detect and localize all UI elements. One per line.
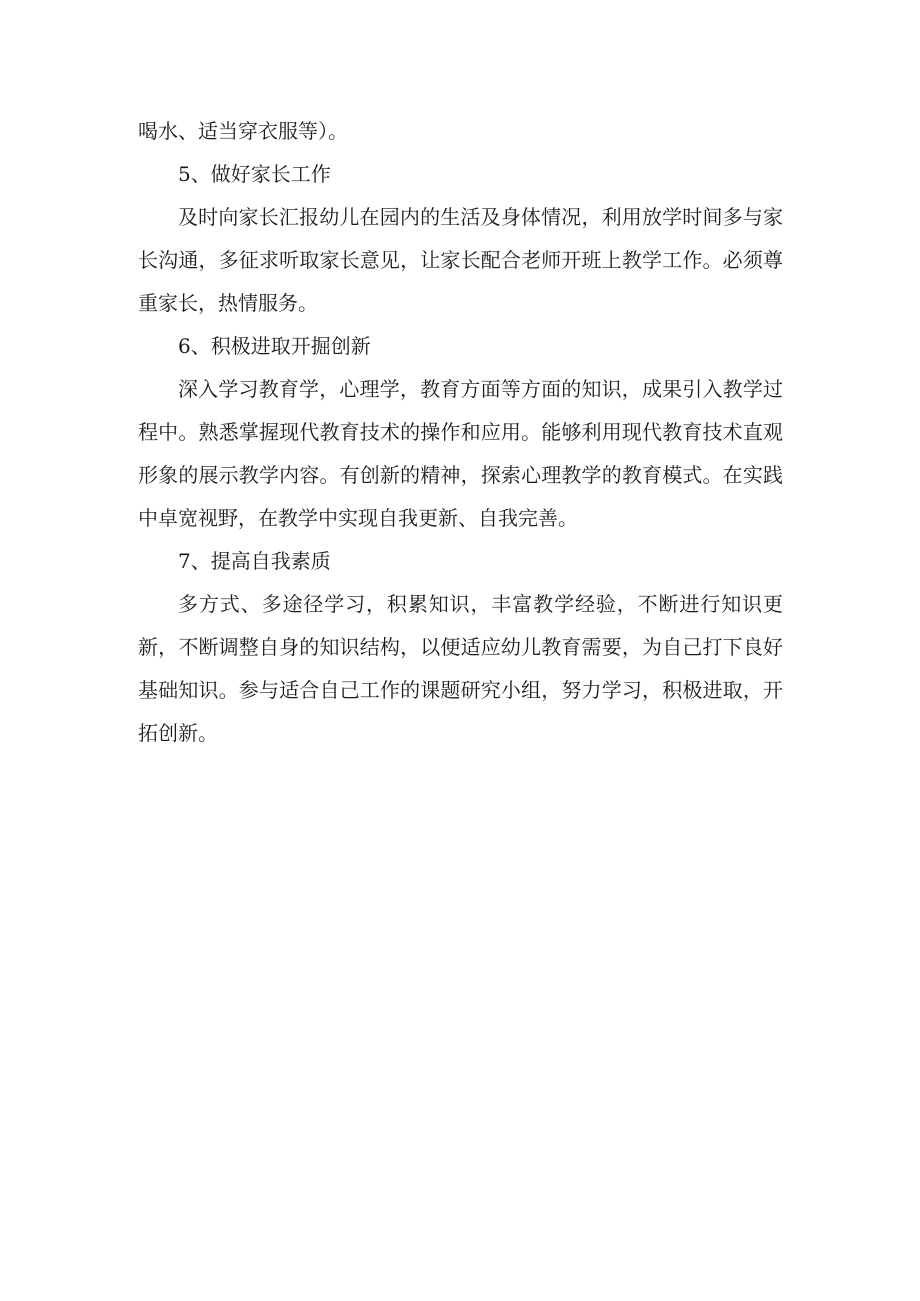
paragraph-parent-work: 及时向家长汇报幼儿在园内的生活及身体情况，利用放学时间多与家长沟通，多征求听取家长意见，让家长配合老师开班上教学工作。必须尊重家长，热情服务。 bbox=[138, 205, 783, 315]
document-body bbox=[138, 110, 783, 755]
section-heading-7: 7、提高自我素质 bbox=[178, 549, 331, 573]
paragraph-self-improvement: 多方式、多途径学习，积累知识，丰富教学经验，不断进行知识更新，不断调整自身的知识结构，以便适应幼儿教育需要，为自己打下良好基础知识。参与适合自己工作的课题研究小组，努力学习，积极进取，开拓创新。 bbox=[138, 592, 783, 745]
section-heading-6: 6、积极进取开掘创新 bbox=[178, 334, 371, 358]
paragraph-continuation: 喝水、适当穿衣服等）。 bbox=[138, 119, 348, 143]
paragraph-innovation: 深入学习教育学，心理学，教育方面等方面的知识，成果引入教学过程中。熟悉掌握现代教育技术的操作和应用。能够利用现代教育技术直观形象的展示教学内容。有创新的精神，探索心理教学的教育模式。在实践中卓宽视野，在教学中实现自我更新、自我完善。 bbox=[138, 377, 783, 530]
section-heading-5: 5、做好家长工作 bbox=[178, 162, 331, 186]
